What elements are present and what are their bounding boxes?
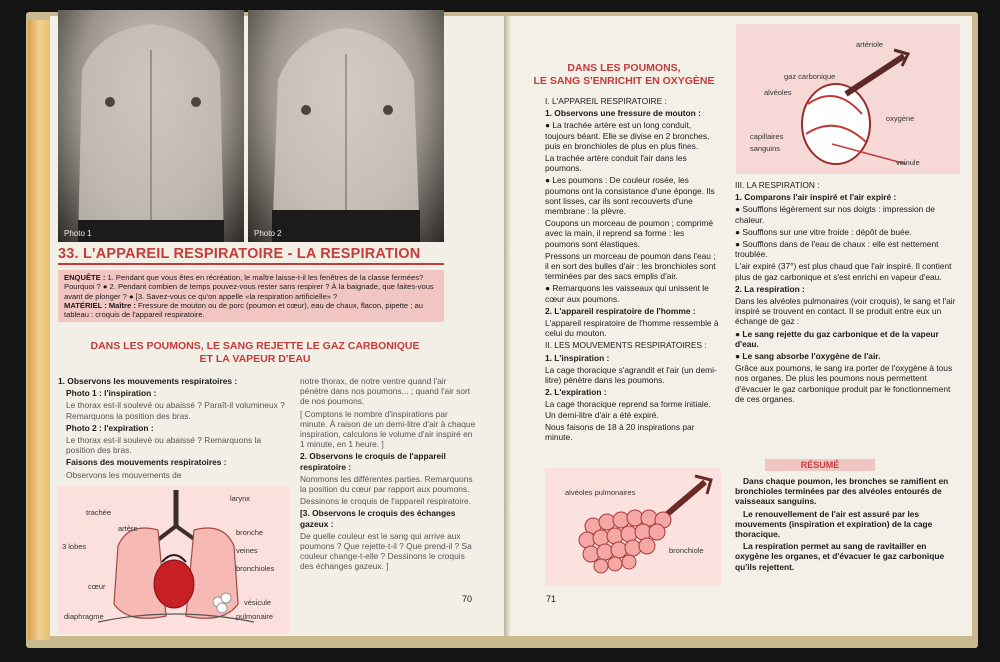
label-lobes: 3 lobes: [62, 542, 87, 551]
photo-expiration: [248, 10, 444, 242]
heading: 1. L'inspiration :: [545, 352, 610, 363]
heading: 2. L'appareil respiratoire de l'homme :: [545, 305, 696, 316]
respiratory-diagram: [58, 486, 290, 634]
page-number-right: 71: [546, 594, 557, 604]
section-title-line: DANS LES POUMONS,: [567, 62, 681, 74]
subheading: Photo 1 : l'inspiration :: [66, 388, 157, 399]
left-column-2: [300, 376, 476, 574]
paragraph: ● Soufflons légèrement sur nos doigts : impression de chaleur.: [735, 204, 935, 225]
paragraph: La trachée artère conduit l'air dans les poumons.: [545, 153, 687, 174]
label-diaphragme: diaphragme: [64, 612, 104, 621]
heading: 1. Observons une fressure de mouton :: [545, 108, 701, 119]
label-trachee: trachée: [86, 508, 112, 517]
label-pulmonaire: pulmonaire: [236, 612, 274, 621]
label-veinule: veinule: [896, 158, 920, 167]
heading: [3. Observons le croquis des échanges gazeux :: [300, 508, 456, 529]
photo-inspiration: [58, 10, 244, 242]
paragraph: ● Soufflons sur une vitre froide : dépôt de buée.: [735, 226, 912, 237]
resume-heading: RÉSUMÉ: [765, 459, 875, 471]
heading: 2. La respiration :: [735, 283, 805, 294]
label-sanguins: sanguins: [750, 144, 781, 153]
section-title-line: DANS LES POUMONS, LE SANG REJETTE LE GAZ CARBONIQUE: [90, 340, 420, 352]
paragraph: Observons les mouvements de: [66, 469, 182, 480]
right-column-1: [545, 96, 719, 444]
paragraph: La respiration permet au sang de ravitailler en oxygène les organes, et d'évacuer le gaz carbonique qu'ils rejettent.: [735, 541, 945, 572]
paragraph: ● Remarquons les vaisseaux qui unissent le cœur aux poumons.: [545, 283, 709, 304]
enquete-box: [58, 270, 444, 322]
paragraph: ● La trachée artère est un long conduit, toujours béant. Elle se divise en 2 bronches, puis en bronchioles de plus en plus fines.: [545, 120, 710, 151]
label-veines: veines: [236, 546, 258, 555]
book-edge: [28, 20, 50, 640]
paragraph: Pressons un morceau de poumon dans l'eau ; il en sort des bulles d'air : les bronchioles sont terminées par des sacs emplis d'air.: [545, 250, 716, 282]
alveoles-illustration: [545, 468, 721, 586]
section-title-line: LE SANG S'ENRICHIT EN OXYGÈNE: [533, 75, 715, 87]
materiel-text: Fressure de mouton ou de porc (poumon et cœur), eau de chaux, flacon, pipette ; au tableau : croquis de l'appareil respiratoire.: [64, 300, 423, 320]
heading: 1. Observons les mouvements respiratoires :: [58, 376, 238, 386]
paragraph: Dans chaque poumon, les bronches se ramifient en bronchioles terminées par des alvéoles entourés de vaisseaux sanguins.: [735, 476, 949, 507]
resume-text: [735, 476, 957, 574]
paragraph: L'air expiré (37°) est plus chaud que l'air inspiré. Il contient plus de gaz carbonique et s'est enrichi en vapeur d'eau.: [735, 261, 952, 282]
section-heading: I. L'APPAREIL RESPIRATOIRE :: [545, 96, 667, 106]
paragraph: Dessinons le croquis de l'appareil respiratoire.: [300, 496, 472, 507]
label-gaz-carbonique: gaz carbonique: [784, 72, 836, 81]
paragraph: Nommons les différentes parties. Remarquons la position du cœur par rapport aux poumons.: [300, 473, 473, 495]
enquete-label: ENQUÊTE :: [64, 273, 106, 282]
heading: 1. Comparons l'air inspiré et l'air expiré :: [735, 192, 897, 203]
label-capillaires: capillaires: [750, 132, 784, 141]
label-coeur: cœur: [88, 582, 106, 591]
chapter-title: 33. L'APPAREIL RESPIRATOIRE - LA RESPIRATION: [58, 246, 444, 265]
paragraph: ● Soufflons dans de l'eau de chaux : elle est nettement troublée.: [735, 239, 939, 260]
paragraph: Dans les alvéoles pulmonaires (voir croquis), le sang et l'air inspiré se trouvent en contact. Il se produit entre eux un échange de gaz :: [735, 296, 956, 327]
section-heading: III. LA RESPIRATION :: [735, 180, 820, 190]
section-title-left: [70, 340, 440, 366]
page-number-left: 70: [462, 594, 473, 604]
paragraph: Le renouvellement de l'air est assuré par les mouvements (inspiration et expiration) de la cage thoracique.: [735, 508, 933, 540]
paragraph: notre thorax, de notre ventre quand l'air pénètre dans nos poumons... ; quand l'air sort de nos poumons.: [300, 376, 471, 407]
label-artere: artère: [118, 524, 138, 533]
section-title-right: [526, 62, 722, 88]
right-column-2: [735, 180, 957, 406]
torso-illustration: [58, 10, 244, 242]
paragraph: [ Comptons le nombre d'inspirations par minute. À raison de un demi-litre d'air à chaque inspiration, calculons le volume d'air inspiré en 1 minute, en 1 heure. ]: [300, 408, 476, 450]
paragraph: Grâce aux poumons, le sang ira porter de l'oxygène à tous nos organes. De plus les poumons nous permettent d'évacuer le gaz carbonique produit par le fonctionnement de ces organes.: [735, 363, 953, 404]
paragraph: ● Le sang absorbe l'oxygène de l'air.: [735, 351, 881, 362]
paragraph: De quelle couleur est le sang qui arrive aux poumons ? Que rejette-t-il ? Que prend-il ? Sa couleur change-t-elle ? Dessinons le croquis des échanges gazeux. ]: [300, 530, 472, 572]
label-bronchioles: bronchioles: [236, 564, 275, 573]
torso-illustration: [248, 10, 444, 242]
label-vesicule: vésicule: [244, 598, 272, 607]
label-alveoles: alvéoles: [764, 88, 792, 97]
paragraph: ● Les poumons : De couleur rosée, les poumons ont la consistance d'une éponge. Ils sont lisses, car ils sont recouverts d'une membrane : la plèvre.: [545, 175, 715, 217]
alveoles-diagram: [545, 468, 721, 586]
label-bronche: bronche: [236, 528, 264, 537]
materiel-label: MATÉRIEL : Maître :: [64, 300, 136, 310]
paragraph: Le thorax est-il soulevé ou abaissé ? Remarquons la position des bras.: [66, 435, 262, 456]
label-bronchiole: bronchiole: [669, 546, 704, 555]
label-arteriole: artériole: [856, 40, 884, 49]
section-heading: II. LES MOUVEMENTS RESPIRATOIRES :: [545, 340, 707, 351]
paragraph: Nous faisons de 18 à 20 inspirations par minute.: [545, 421, 695, 443]
left-column-1: [58, 376, 290, 482]
paragraph: Le thorax est-il soulevé ou abaissé ? Paraît-il volumineux ? Remarquons la position des bras.: [66, 400, 285, 421]
label-oxygene: oxygène: [886, 114, 915, 123]
paragraph: La cage thoracique reprend sa forme initiale. Un demi-litre d'air a été expiré.: [545, 399, 711, 420]
label-alveoles-pulmonaires: alvéoles pulmonaires: [565, 488, 636, 497]
heading: 2. Observons le croquis de l'appareil respiratoire :: [300, 451, 446, 472]
gas-exchange-diagram: [736, 24, 960, 174]
subheading: Photo 2 : l'expiration :: [66, 422, 154, 433]
section-title-line: ET LA VAPEUR D'EAU: [199, 353, 311, 365]
photo-caption: Photo 1: [64, 229, 92, 238]
paragraph: ● Le sang rejette du gaz carbonique et de la vapeur d'eau.: [735, 328, 939, 349]
paragraph: Coupons un morceau de poumon ; comprimé avec la main, il reprend sa forme : les poumons sont élastiques.: [545, 218, 714, 249]
subheading: Faisons des mouvements respiratoires :: [66, 457, 227, 468]
paragraph: La cage thoracique s'agrandit et l'air (un demi-litre) pénètre dans les poumons.: [545, 364, 717, 386]
enquete-text: 1. Pendant que vous êtes en récréation, le maître laisse-t-il les fenêtres de la classe fermées? Pourquoi ? ● 2. Pendant combien de temps pouvez-vous rester sans respirer ? À la baignade, que faites-vous avant de plonger ? ● [3. Savez-vous ce qu'on appelle «la respiration artificielle» ?: [64, 273, 434, 301]
paragraph: L'appareil respiratoire de l'homme ressemble à celui du mouton.: [545, 318, 719, 339]
label-larynx: larynx: [230, 494, 251, 503]
photo-caption: Photo 2: [254, 229, 282, 238]
heading: 2. L'expiration :: [545, 387, 607, 398]
